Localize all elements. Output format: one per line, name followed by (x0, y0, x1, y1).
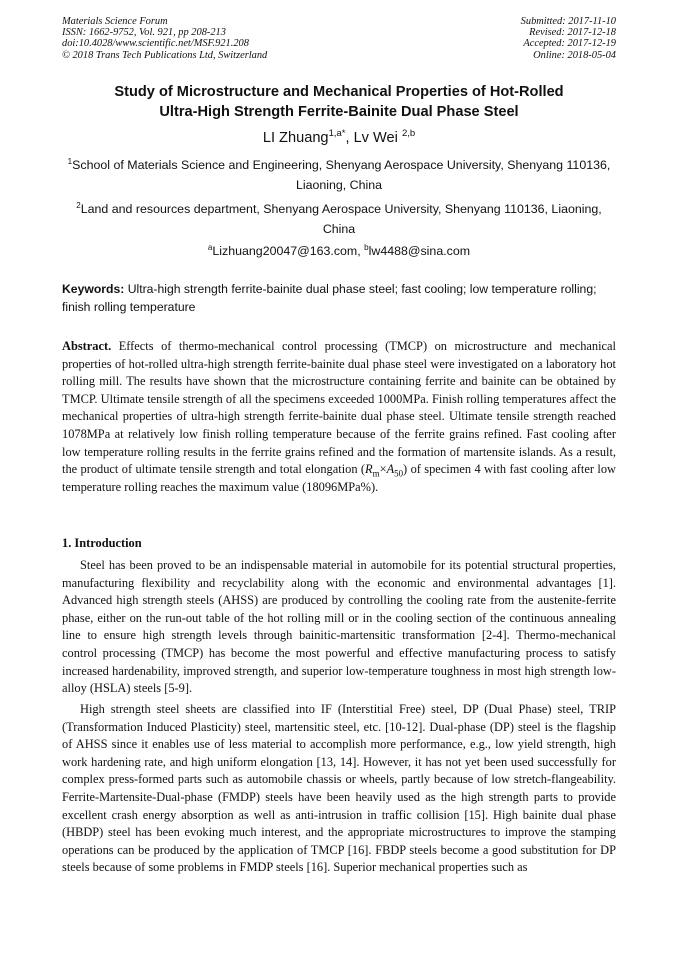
abstract-label: Abstract. (62, 339, 112, 353)
keywords-text: Ultra-high strength ferrite-bainite dual phase steel; fast cooling; low temperature rolling; finish rolling temperature (62, 282, 597, 314)
email-1: Lizhuang20047@163.com, (212, 244, 365, 258)
publication-dates (521, 16, 616, 61)
author-separator: , (345, 130, 354, 146)
affiliation-1-text: School of Materials Science and Engineering, Shenyang Aerospace University, Shenyang 110136, Liaoning, China (72, 158, 611, 192)
affiliation-1 (62, 155, 616, 195)
rm-symbol: R (365, 462, 373, 477)
abstract-text-end: ) of specimen 4 with fast cooling after low temperature rolling reaches the maximum value (18096MPa%). (62, 462, 616, 494)
journal-name: Materials Science Forum (62, 16, 168, 27)
email-2: lw4488@sina.com (368, 244, 471, 258)
email-1-mark: a (207, 242, 213, 252)
rm-subscript: m (372, 468, 380, 479)
keywords-label: Keywords: (62, 282, 125, 296)
email-2-mark: b (364, 242, 369, 252)
section-heading-introduction: 1. Introduction (62, 536, 142, 550)
title-line-2: Ultra-High Strength Ferrite-Bainite Dual Phase Steel (159, 104, 519, 120)
affiliation-2-mark: 2 (76, 200, 81, 210)
copyright: © 2018 Trans Tech Publications Ltd, Switzerland (62, 49, 268, 61)
author-list (62, 128, 616, 148)
journal-info (62, 16, 267, 61)
paper-title (62, 82, 616, 122)
author-2-affiliation-mark: 2,b (401, 128, 416, 140)
keywords (62, 281, 616, 316)
author-1-affiliation-mark: 1,a* (328, 128, 346, 140)
a50-symbol: A (386, 462, 395, 477)
accepted-date: Accepted: 2017-12-19 (523, 38, 616, 50)
affiliation-2 (62, 199, 616, 239)
online-date: Online: 2018-05-04 (533, 49, 616, 61)
author-1: LI Zhuang (262, 130, 329, 146)
abstract-text: Effects of thermo-mechanical control processing (TMCP) on microstructure and mechanical properties of hot-rolled ultra-high strength ferrite-bainite dual phase steel were investigated on a laboratory hot rolling mill. The results have shown that the microstructure containing ferrite and bainite can be obtained by TMCP. Ultimate tensile strength of all the specimens exceeded 1000MPa. Finish rolling temperatures affect the mechanical properties of ultra-high strength ferrite-bainite dual phase steel. Ultimate tensile strength reached 1078MPa at relatively low finish rolling temperature because of the ferrite grains refined. Fast cooling after low temperature rolling results in the ferrite grains refined and the formation of martensite islands. As a result, the product of ultimate tensile strength and total elongation ( (62, 339, 616, 477)
introduction-paragraph-1: Steel has been proved to be an indispensable material in automobile for its potential structural properties, manufacturing flexibility and recyclability along with the economic and environmental advantages [1]. Advanced high strength steels (AHSS) are produced by controlling the cooling rate from the austenite-ferrite phase, either on the run-out table of the hot rolling mill or in the cooling section of the continuous annealing line to ensure high strength levels through bainitic-martensitic transformation [2-4]. Thermo-mechanical control processing (TMCP) has become the most powerful and effective manufacturing process to satisfy increased hardenability, improved strength, and superior low-temperature toughness in most high strength low-alloy (HSLA) steels [5-9]. (62, 558, 616, 696)
title-line-1: Study of Microstructure and Mechanical Properties of Hot-Rolled (114, 84, 564, 100)
abstract (62, 338, 616, 496)
doi: doi:10.4028/www.scientific.net/MSF.921.208 (62, 38, 249, 50)
affiliation-2-text: Land and resources department, Shenyang Aerospace University, Shenyang 110136, Liaoning, China (80, 202, 602, 236)
author-2: Lv Wei (353, 130, 402, 146)
introduction-paragraph-2: High strength steel sheets are classified into IF (Interstitial Free) steel, DP (Dual Phase) steel, TRIP (Transformation Induced Plasticity) steel, martensitic steel, etc. [10-12]. Dual-phase (DP) steel is the flagship of AHSS since it enables use of less material to accomplish more performance, e.g., low yield strength, high work hardening rate, and high uniform elongation [13, 14]. However, it has not yet been used successfully for complex press-formed parts such as automobile chassis or wheels, partly because of low stretch-flangeability. Ferrite-Martensite-Dual-phase (FMDP) steels have been heavily used as the high strength parts to provide excellent crash energy absorption as well as anti-intrusion in traffic collision [15]. High bainite dual phase (HBDP) steel has been evoking much interest, and the appropriate microstructures to improve the stamping operations can be produced by the application of TMCP [16]. FBDP steels become a good substitution for DP steels because of some problems in FMDP steels [16]. Superior mechanical properties such as (62, 702, 616, 875)
author-emails (62, 241, 616, 261)
revised-date: Revised: 2017-12-18 (529, 27, 616, 39)
issn: ISSN: 1662-9752, Vol. 921, pp 208-213 (62, 27, 226, 39)
a50-subscript: 50 (394, 468, 404, 479)
submitted-date: Submitted: 2017-11-10 (520, 16, 616, 27)
times-symbol: × (379, 462, 387, 477)
affiliation-1-mark: 1 (67, 156, 73, 166)
